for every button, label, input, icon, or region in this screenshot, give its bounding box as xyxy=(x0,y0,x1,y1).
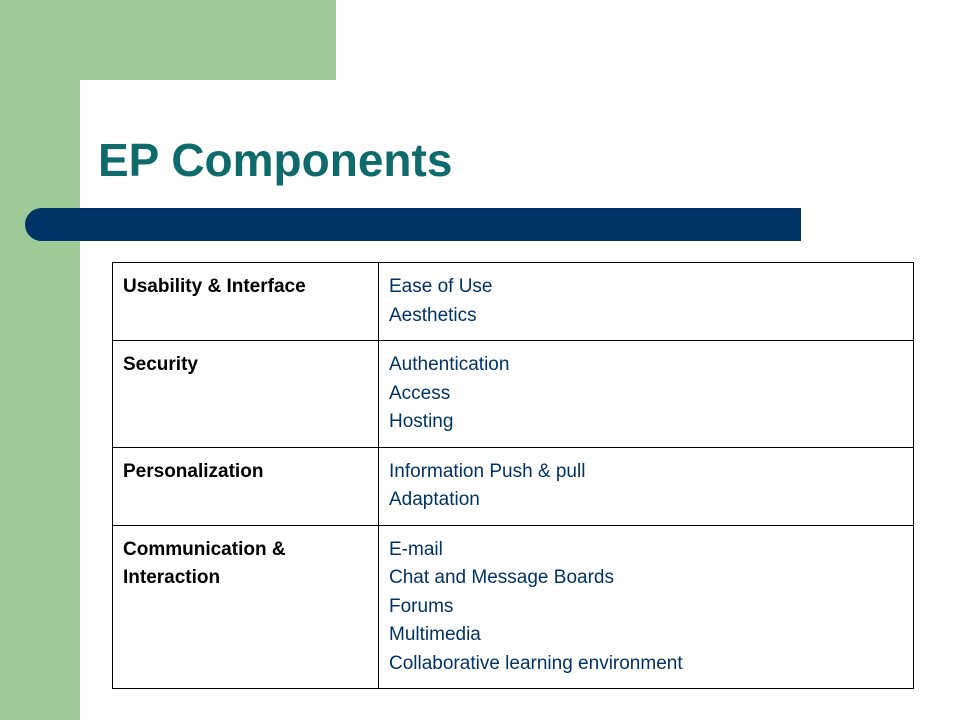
items-cell xyxy=(379,447,914,525)
slide-title: EP Components xyxy=(98,134,453,186)
item-text: Information Push & pull xyxy=(389,460,586,482)
items-cell xyxy=(379,263,914,341)
item-text: Forums xyxy=(389,595,454,617)
category-cell: Security xyxy=(113,341,379,448)
item-text: Chat and Message Boards xyxy=(389,567,614,588)
items-cell xyxy=(379,525,914,689)
table-row xyxy=(113,447,914,525)
item-text: Ease of Use xyxy=(389,276,493,297)
components-table xyxy=(112,262,914,689)
item-text: E-mail xyxy=(389,538,443,560)
table-row xyxy=(113,341,914,448)
item-text: Collaborative learning environment xyxy=(389,652,683,674)
category-cell: Usability & Interface xyxy=(113,263,379,341)
table-row xyxy=(113,525,914,689)
green-top-block xyxy=(80,0,336,80)
item-text: Access xyxy=(389,382,451,404)
table-row xyxy=(113,263,914,341)
title-underline-bar xyxy=(25,208,801,241)
green-side-strip xyxy=(0,0,80,720)
item-text: Multimedia xyxy=(389,624,481,645)
category-cell: Personalization xyxy=(113,447,379,525)
item-text: Adaptation xyxy=(389,489,480,510)
item-text: Authentication xyxy=(389,354,510,375)
item-text: Hosting xyxy=(389,411,454,432)
item-text: Aesthetics xyxy=(389,304,477,326)
items-cell xyxy=(379,341,914,448)
category-cell: Communication & Interaction xyxy=(113,525,379,689)
